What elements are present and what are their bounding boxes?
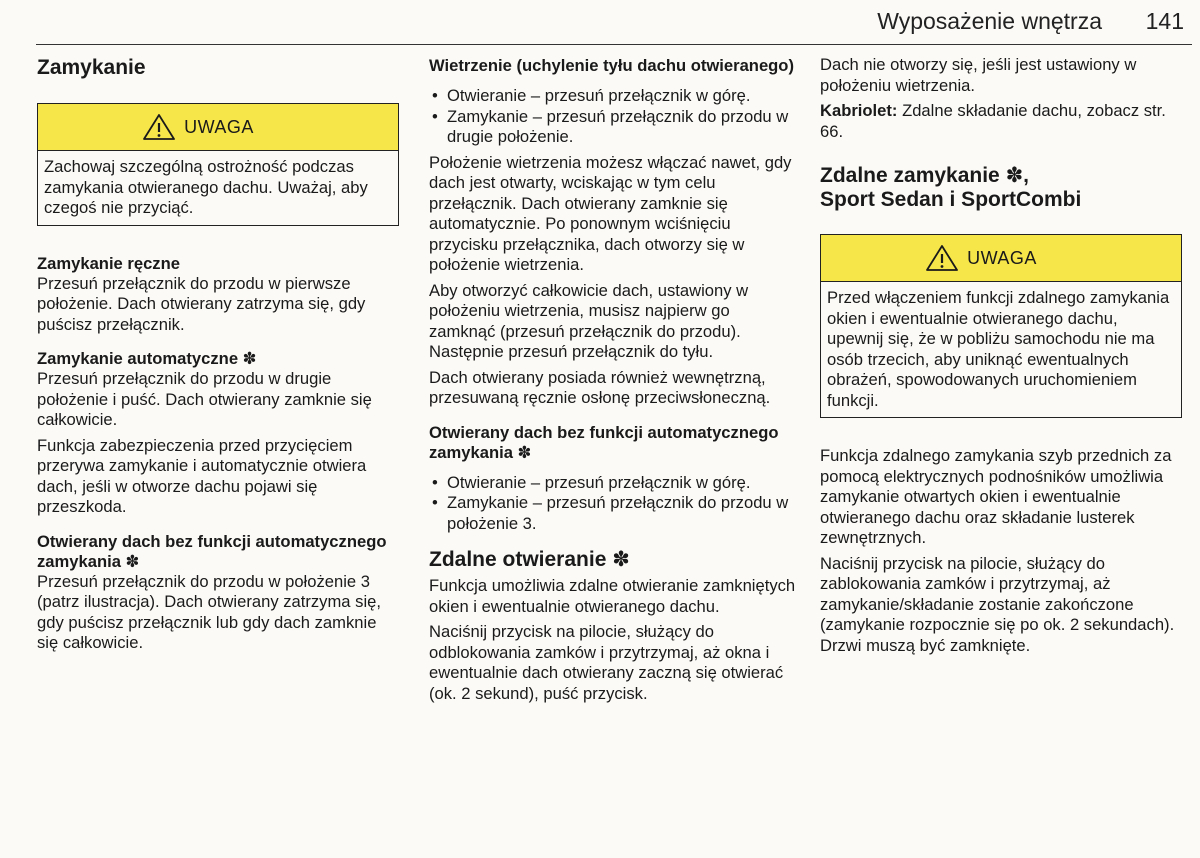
warning-text: Przed włączeniem funkcji zdalnego zamykania okien i ewentualnie otwieranego dachu, upewnij się, że w pobliżu samochodu nie ma osób trzecich, aby uniknąć ewentualnych obrażeń, spowodowanych uruchomieniem funkcji. [827, 288, 1170, 410]
warning-header [821, 235, 1181, 282]
column-right [820, 46, 1182, 656]
paragraph: Aby otworzyć całkowicie dach, ustawiony w położeniu wietrzenia, musisz najpierw go zamknąć (przesuń przełącznik do przodu). Następnie przesuń przełącznik do tyłu. [429, 280, 749, 361]
warning-label: UWAGA [967, 247, 1037, 268]
section-title-remote-open: Zdalne otwieranie ✽ [429, 548, 630, 571]
warning-triangle-icon [925, 244, 959, 272]
paragraph: Dach otwierany posiada również wewnętrzną, przesuwaną ręcznie osłonę przeciwsłoneczną. [429, 367, 771, 407]
bullet-icon: • [432, 86, 438, 105]
bullet-icon: • [432, 106, 438, 126]
paragraph: Przesuń przełącznik do przodu w pierwsze położenie. Dach otwierany zatrzyma się, gdy puścisz przełącznik. [37, 273, 366, 334]
subhead-no-auto: Otwierany dach bez funkcji automatycznego zamykania ✽ [37, 531, 387, 571]
paragraph-cabrio [820, 101, 1182, 142]
paragraph: Położenie wietrzenia możesz włączać nawet, gdy dach jest otwarty, wciskając w tym celu przełącznik. Dach otwierany zamknie się automatycznie. Po ponownym wciśnięciu przycisku przełącznika, dach otworzy się w położenie wietrzenia. [429, 152, 792, 274]
warning-label: UWAGA [184, 116, 254, 137]
running-header-title: Wyposażenie wnętrza [877, 8, 1102, 34]
warning-text: Zachowaj szczególną ostrożność podczas zamykania otwieranego dachu. Uważaj, aby czegoś nie przyciąć. [44, 157, 368, 217]
bullet-list-ventilation [429, 86, 797, 148]
list-item: • Otwieranie – przesuń przełącznik w górę. [432, 86, 751, 105]
paragraph: Funkcja zdalnego zamykania szyb przednich za pomocą elektrycznych podnośników umożliwia zamykanie otwartych okien i ewentualnie otwieranego dachu oraz składanie lusterek zewnętrznych. [820, 446, 1172, 547]
subhead-no-auto: Otwierany dach bez funkcji automatycznego zamykania ✽ [429, 422, 779, 462]
subhead-automatic: Zamykanie automatyczne ✽ [37, 349, 257, 368]
bullet-icon: • [432, 493, 438, 512]
column-left [37, 46, 399, 654]
warning-triangle-icon [142, 113, 176, 141]
paragraph: Przesuń przełącznik do przodu w położenie 3 (patrz ilustracja). Dach otwierany zatrzyma się, gdy puścisz przełącznik lub gdy dach zamknie się całkowicie. [37, 571, 381, 652]
subhead-ventilation: Wietrzenie (uchylenie tyłu dachu otwieranego) [429, 56, 794, 75]
header-rule [36, 44, 1192, 45]
bullet-icon: • [432, 472, 438, 492]
paragraph: Funkcja zabezpieczenia przed przycięciem przerywa zamykanie i automatycznie otwiera dach, jeśli w otworze dachu pojawi się przeszkoda. [37, 435, 367, 516]
page-number: 141 [1145, 8, 1184, 34]
paragraph: Przesuń przełącznik do przodu w drugie położenie i puść. Dach otwierany zamknie się całkowicie. [37, 369, 372, 429]
column-middle [429, 46, 797, 704]
warning-box [820, 234, 1182, 418]
paragraph: Dach nie otworzy się, jeśli jest ustawiony w położeniu wietrzenia. [820, 55, 1137, 95]
paragraph: Naciśnij przycisk na pilocie, służący do zablokowania zamków i przytrzymaj, aż zamykanie/składanie zostanie zakończone (zamykanie rozpocznie się po ok. 2 sekundach). Drzwi muszą być zamknięte. [820, 553, 1175, 655]
section-title-remote-close: Zdalne zamykanie ✽, Sport Sedan i SportCombi [820, 164, 1082, 211]
bullet-list-no-auto [429, 473, 797, 535]
paragraph: Naciśnij przycisk na pilocie, służący do odblokowania zamków i przytrzymaj, aż okna i ewentualnie dach otwierany zaczną się otwierać (ok. 2 sekund), puść przycisk. [429, 622, 784, 703]
subhead-manual: Zamykanie ręczne [37, 253, 180, 273]
list-item: • Zamykanie – przesuń przełącznik do przodu w drugie położenie. [432, 106, 789, 146]
section-title-zamykanie: Zamykanie [37, 56, 146, 79]
cabrio-label: Kabriolet: [820, 101, 898, 120]
paragraph: Funkcja umożliwia zdalne otwieranie zamkniętych okien i ewentualnie otwieranego dachu. [429, 576, 796, 616]
cabrio-text: Zdalne składanie dachu, zobacz str. 66. [820, 101, 1166, 141]
warning-header [38, 104, 398, 151]
list-item: • Otwieranie – przesuń przełącznik w górę. [432, 472, 751, 492]
warning-box [37, 103, 399, 226]
list-item: • Zamykanie – przesuń przełącznik do przodu w położenie 3. [432, 493, 789, 533]
page-header [0, 0, 1200, 46]
